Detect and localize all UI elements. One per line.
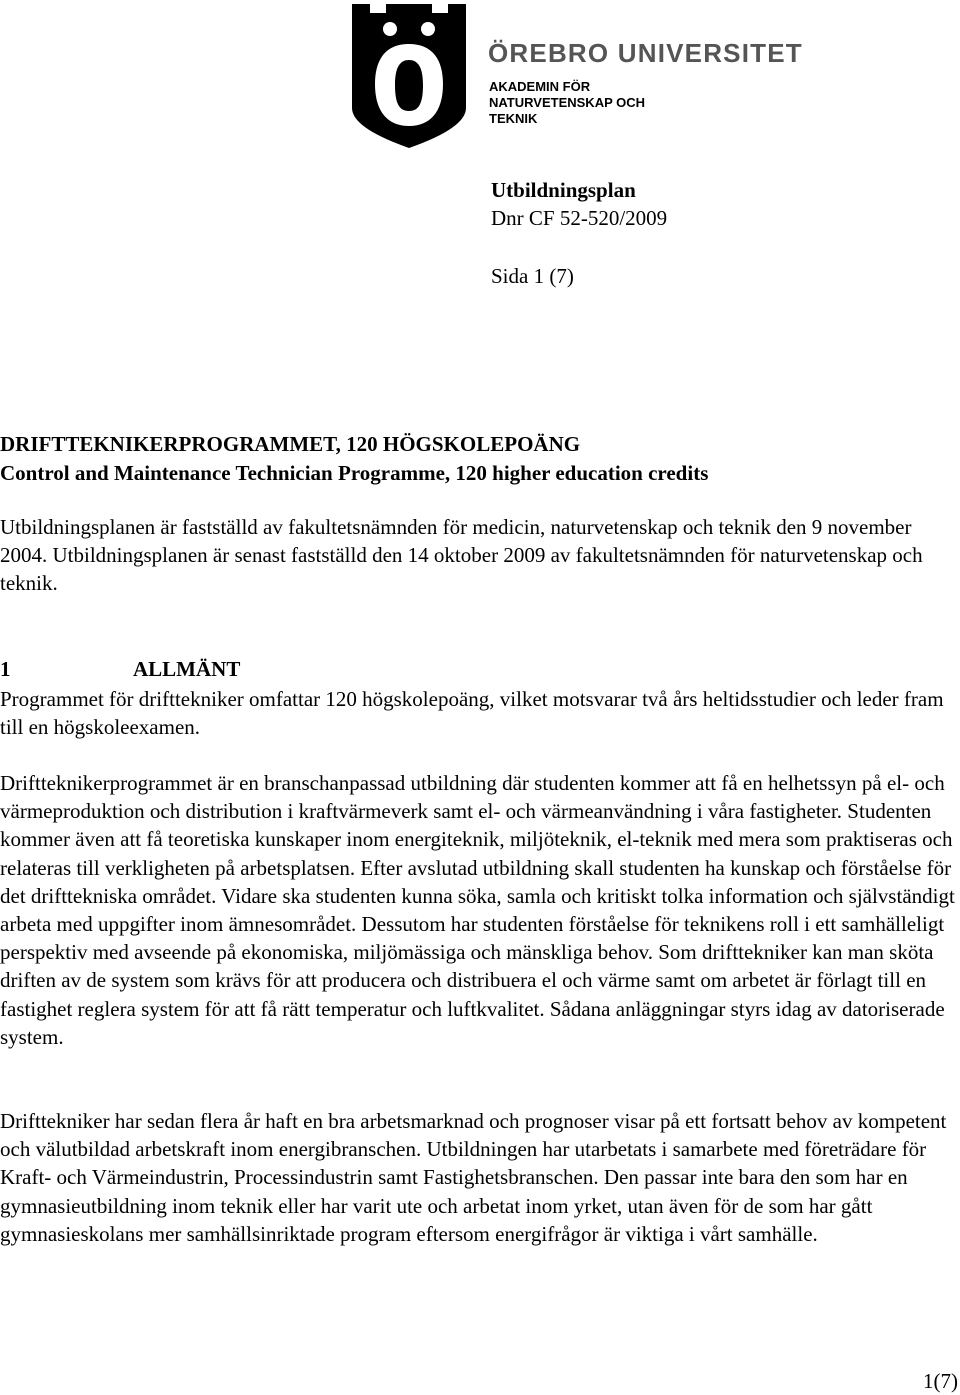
intro-paragraph: Utbildningsplanen är fastställd av fakultetsnämnden för medicin, naturvetenskap och teknik den 9 november 2004. Utbildningsplanen är senast fastställd den 14 oktober 2009 av fakultetsnämnden för naturvetenskap och teknik. xyxy=(0,515,923,596)
section-title: ALLMÄNT xyxy=(133,657,241,681)
footer-page-number: 1(7) xyxy=(923,1369,958,1393)
university-logo-icon xyxy=(350,2,468,150)
faculty-line: AKADEMIN FÖR xyxy=(489,79,591,94)
page-indicator: Sida 1 (7) xyxy=(491,264,574,288)
faculty-name xyxy=(489,79,689,127)
document-registration-number: Dnr CF 52-520/2009 xyxy=(491,206,668,230)
section-number: 1 xyxy=(0,657,11,681)
section-paragraph: Drifttekniker har sedan flera år haft en bra arbetsmarknad och prognoser visar på ett fortsatt behov av kompetent och välutbildad arbetskraft inom energibranschen. Utbildningen har utarbetats i samarbete med företrädare för Kraft- och Värmeindustrin, Processindustrin samt Fastighetsbranschen. Den passar inte bara den som har en gymnasieutbildning inom teknik eller har varit ute och arbetat inom yrket, utan även för de som har gått gymnasieskolans mer samhällsinriktade program eftersom energifrågor är viktiga i vårt samhälle. xyxy=(0,1109,947,1246)
program-title-english: Control and Maintenance Technician Programme, 120 higher education credits xyxy=(0,461,709,485)
section-paragraph: Programmet för drifttekniker omfattar 120 högskolepoäng, vilket motsvarar två års heltidsstudier och leder fram till en högskoleexamen. xyxy=(0,687,944,740)
university-name: ÖREBRO UNIVERSITET xyxy=(488,38,803,68)
section-heading xyxy=(0,657,240,682)
section-paragraph: Driftteknikerprogrammet är en branschanpassad utbildning där studenten kommer att få en helhetssyn på el- och värmeproduktion och distribution i kraftvärmeverk samt el- och värmeanvändning i våra fastigheter. Studenten kommer även att få teoretiska kunskaper inom energiteknik, miljöteknik, el-teknik med mera som praktiseras och relateras till verkligheten på arbetsplatsen. Efter avslutad utbildning skall studenten ha kunskap och förståelse för det drifttekniska området. Vidare ska studenten kunna söka, samla och kritiskt tolka information och självständigt arbeta med uppgifter inom ämnesområdet. Dessutom har studenten förståelse för teknikens roll i ett samhälleligt perspektiv med avseende på ekonomiska, miljömässiga och mänskliga behov. Som drifttekniker kan man sköta driften av de system som krävs för att producera och distribuera el och värme samt om arbetet är förlagt till en fastighet reglera system för att få rätt temperatur och luftkvalitet. Sådana anläggningar styrs idag av datoriserade system. xyxy=(0,771,955,1049)
faculty-line: NATURVETENSKAP OCH xyxy=(489,95,646,110)
program-title-swedish: DRIFTTEKNIKERPROGRAMMET, 120 HÖGSKOLEPOÄNG xyxy=(0,432,581,456)
faculty-line: TEKNIK xyxy=(489,111,538,126)
program-title xyxy=(0,430,708,488)
document-type: Utbildningsplan xyxy=(491,178,636,202)
